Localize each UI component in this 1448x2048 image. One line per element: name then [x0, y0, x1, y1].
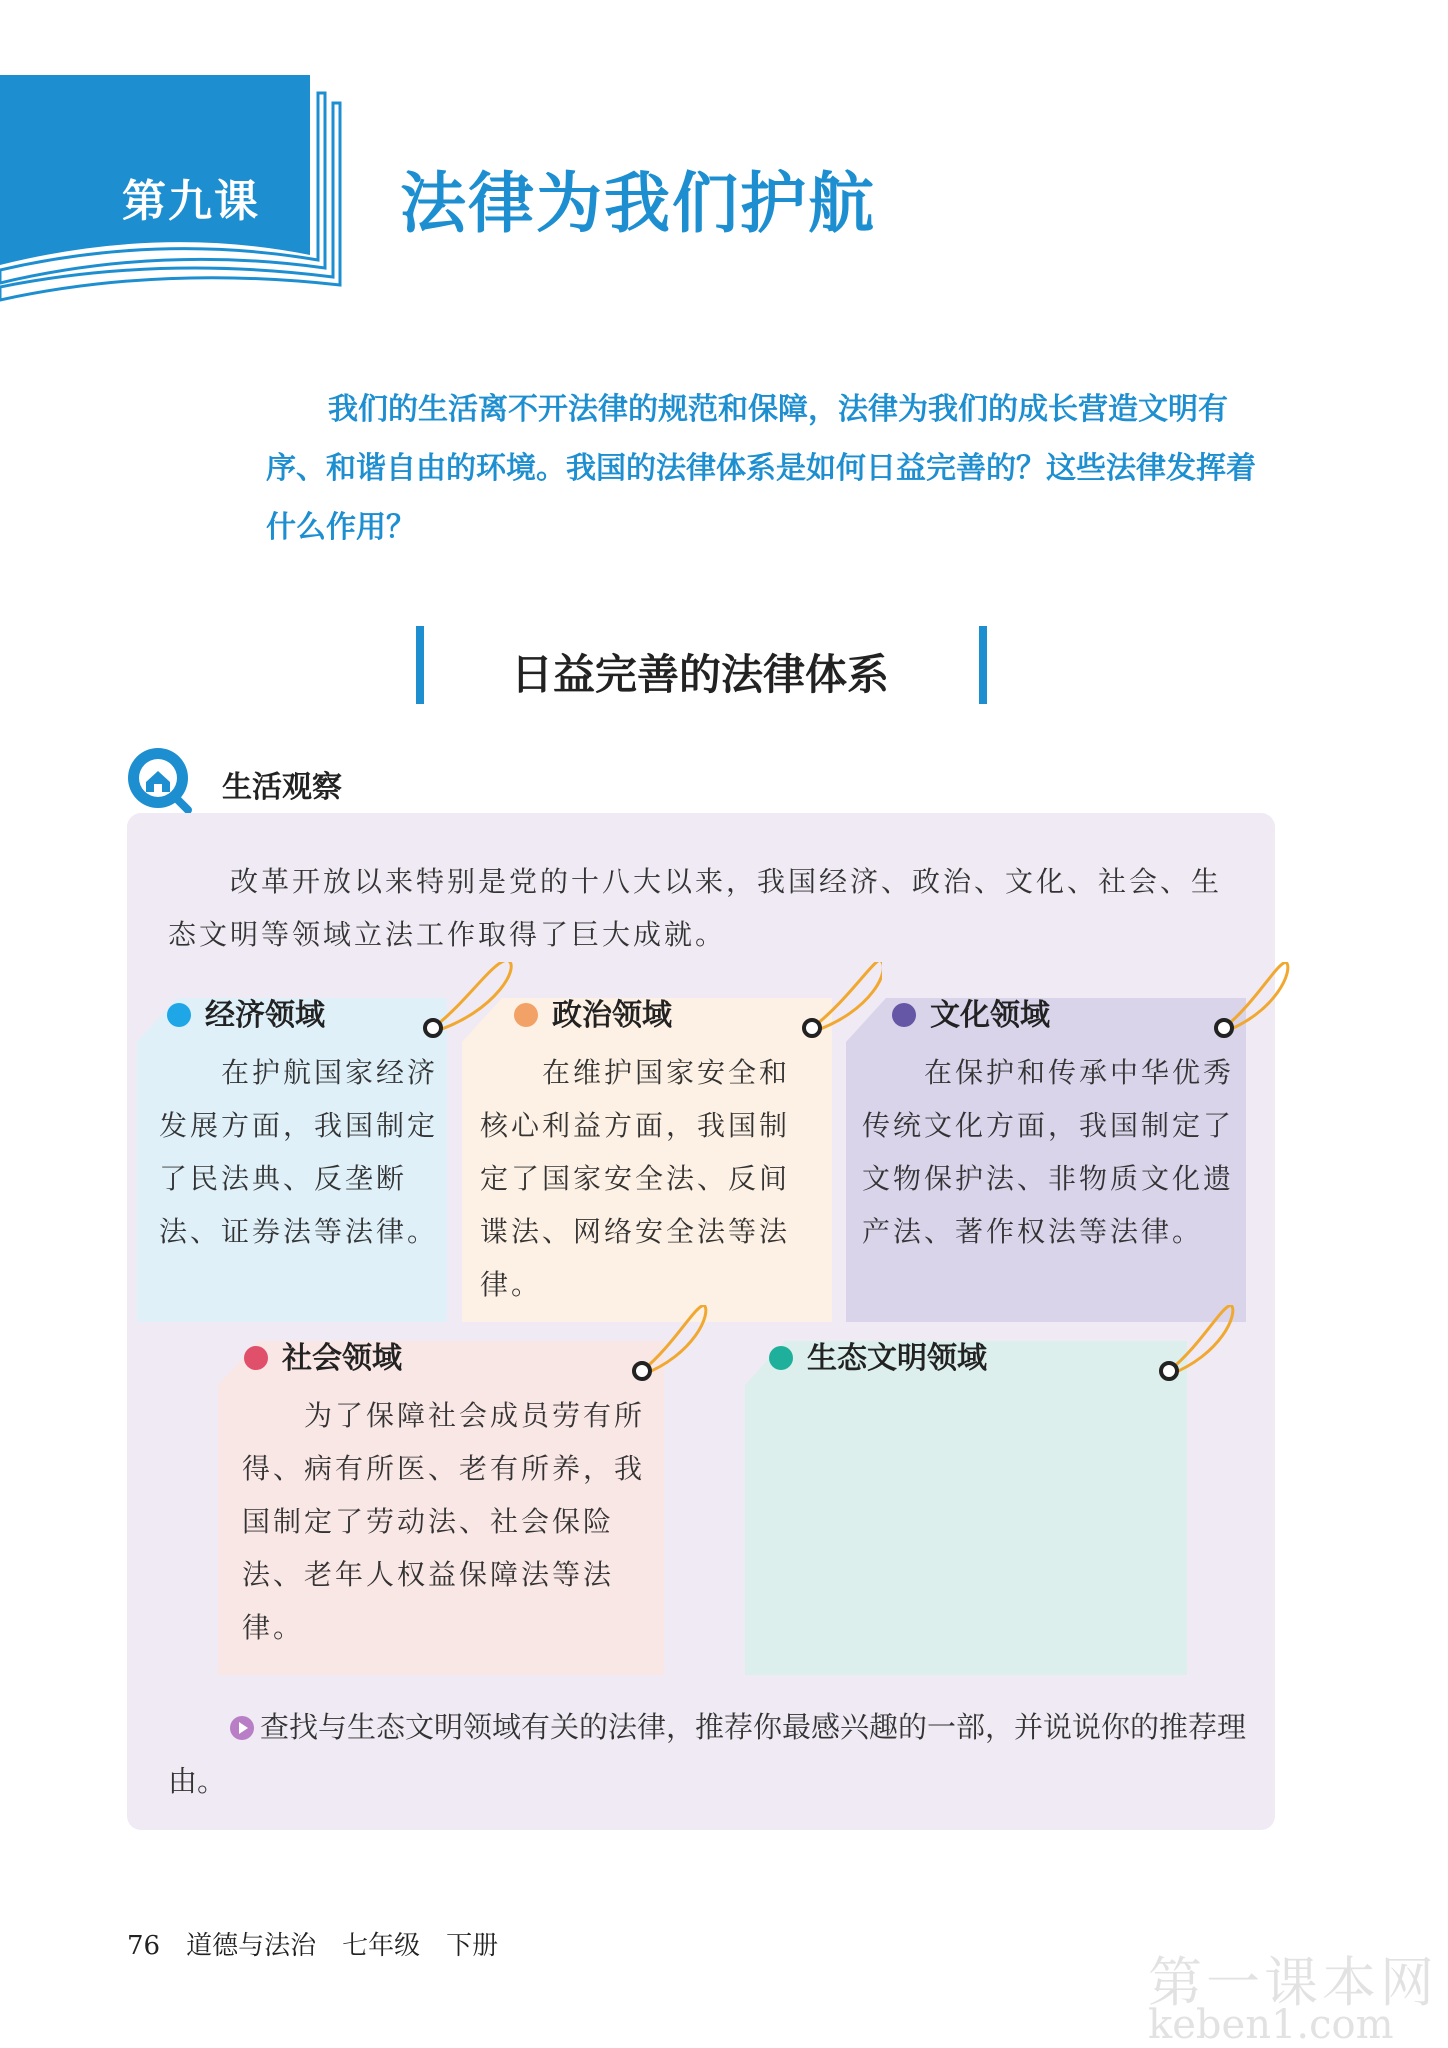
- card-politics: [462, 962, 842, 1322]
- card-ecology-title: 生态文明领域: [769, 1333, 987, 1377]
- intro-paragraph: 我们的生活离不开法律的规范和保障，法律为我们的成长营造文明有序、和谐自由的环境。我国的法律体系是如何日益完善的？这些法律发挥着什么作用？: [266, 392, 1256, 545]
- card-culture-body: 在保护和传承中华优秀传统文化方面，我国制定了文物保护法、非物质文化遗产法、著作权法等法律。: [862, 1056, 1235, 1248]
- dot-icon: [892, 1003, 916, 1027]
- play-icon: [230, 1716, 254, 1740]
- card-economy-body: 在护航国家经济发展方面，我国制定了民法典、反垄断法、证券法等法律。: [159, 1056, 439, 1248]
- dot-icon: [244, 1346, 268, 1370]
- card-ecology: [745, 1305, 1195, 1675]
- card-society-title: 社会领域: [244, 1333, 402, 1377]
- card-politics-body: 在维护国家安全和核心利益方面，我国制定了国家安全法、反间谍法、网络安全法等法律。: [480, 1056, 791, 1301]
- dot-icon: [514, 1003, 538, 1027]
- page-number: 76: [127, 1931, 161, 1961]
- observation-label: 生活观察: [222, 770, 342, 805]
- watermark-url: keben1.com: [1148, 2002, 1394, 2048]
- subject: 道德与法治: [186, 1931, 317, 1961]
- section-title: 日益完善的法律体系: [510, 650, 889, 699]
- section-bar-right: [979, 626, 987, 704]
- dot-icon: [769, 1346, 793, 1370]
- magnifier-house-icon: [124, 744, 196, 816]
- dot-icon: [167, 1003, 191, 1027]
- observation-paragraph: [168, 855, 1248, 961]
- lesson-title: 法律为我们护航: [400, 165, 876, 242]
- card-society-body: 为了保障社会成员劳有所得、病有所医、老有所养，我国制定了劳动法、社会保险法、老年人权益保障法等法律。: [242, 1399, 646, 1644]
- card-society: [218, 1305, 668, 1675]
- grade: 七年级: [342, 1931, 421, 1961]
- task-text: 查找与生态文明领域有关的法律，推荐你最感兴趣的一部，并说说你的推荐理由。: [168, 1710, 1247, 1798]
- volume: 下册: [446, 1931, 499, 1961]
- intro-text: [266, 380, 1276, 557]
- observation-text: 改革开放以来特别是党的十八大以来，我国经济、政治、文化、社会、生态文明等领域立法工作取得了巨大成就。: [168, 865, 1223, 951]
- card-culture: [846, 962, 1246, 1322]
- card-economy: [137, 962, 457, 1322]
- watermark-cn: 第一课本网: [1148, 1951, 1438, 2014]
- card-politics-title: 政治领域: [514, 990, 672, 1034]
- page-footer: [127, 1925, 524, 1962]
- card-economy-title: 经济领域: [167, 990, 325, 1034]
- lesson-number: 第九课: [122, 176, 260, 227]
- card-culture-title: 文化领域: [892, 990, 1050, 1034]
